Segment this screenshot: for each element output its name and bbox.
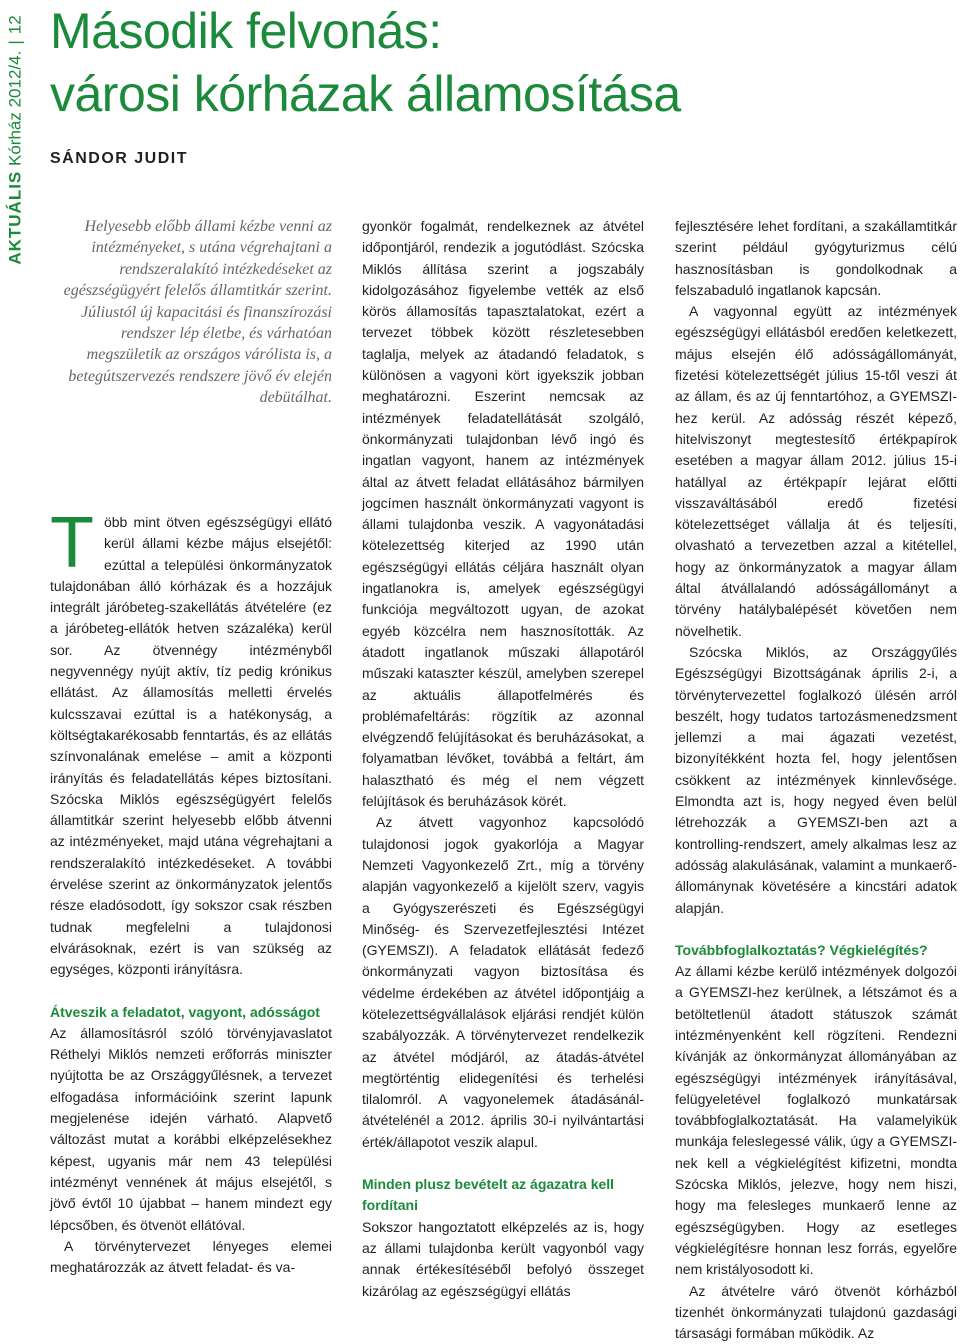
subheading: Továbbfoglalkoztatás? Végkielégítés? [675, 941, 928, 958]
body-paragraph: Az államosításról szóló törvényjavaslatot Réthelyi Miklós nemzeti erőforrás miniszter nyújtotta be az Országgyűlésnek, a tervezet elfogadása információink szerint lapunk megjelenése idején várható. Alapvető változást mutat a korábbi elképzelésekhez képest, ugyanis már nem 43 települési intézményt vennének át május elsejétől, s jövő évtől 10 újabbat – hanem mindezt egy lépcsőben, és ötvenöt ellátóval. [50, 1024, 332, 1233]
body-paragraph: A vagyonnal együtt az intézmények egészségügyi ellátásból eredően keletkezett, május elsején élő adósságállományát, fizetési kötelezettségét július 15-től veszi át az állam, és az új fenntartóhoz, a GYEMSZI-hez kerül. Az adósság részét képező, hitelviszonyt megtestesítő értékpapírok esetében a magyar állam 2012. július 15-i hatállyal az értékpapír lejárat előtti visszaváltásából eredő fizetési kötelezettséget vállalja át és teljesíti, olvasható a tervezetben azzal a kitétellel, hogy az önkormányzatok a magyar állam által átvállalandó adósságállományt a törvény hatálybalépését követően nem növelhetik. [675, 303, 957, 639]
body-paragraph: Sokszor hangoztatott elképzelés az is, hogy az állami tulajdonba került vagyonból vagy annak értékesítéséből befolyó összeget kizárólag az egészségügyi ellátás [362, 1218, 644, 1299]
drop-cap: T [50, 503, 94, 583]
column-1 [50, 503, 332, 1278]
page-number: 12 [5, 15, 25, 35]
body-paragraph: A törvénytervezet lényeges elemei meghatározzák az átvett feladat- és va- [50, 1237, 332, 1276]
article-lead [50, 216, 332, 409]
body-paragraph: Az átvételre váró ötvenöt kórházból tizenhét önkormányzati tulajdonú gazdasági társasági formában működik. Az [675, 1282, 957, 1342]
column-3 [675, 216, 957, 1344]
column-2 [362, 216, 644, 1302]
body-paragraph: Szócska Miklós, az Országgyűlés Egészségügyi Bizottságának április 2-i, a törvénytervezettel foglalkozó ülésén arról beszélt, hogy tudatos tartozásmenedzsment jellemzi a mai ágazati vezetést, bizonyítékként hozta fel, hogy jelentősen csökkent az intézmények kinnlevősége. Elmondta azt is, hogy negyed éven belül létrehozzák a GYEMSZI-ben azt a kontrolling-rendszert, amely alkalmas lesz az adósság alakulásának, valamint a munkaerő-állománynak követésére a kincstári adatok alapján. [675, 643, 957, 916]
lead-text: Helyesebb előbb állami kézbe venni az intézményeket, s utána végrehajtani a rendszeralakító intézkedéseket az egészségügyért felelős államtitkár szerint. Júliustól új kapacitási és finanszírozási rendszer lép életbe, és várhatóan megszületik az országos várólista is, a betegútszervezés rendszere jövő év elején debütálhat. [63, 218, 332, 407]
col1-p1-text: öbb mint ötven egészségügyi ellátó kerül állami kézbe május elsejétől: ezúttal a települési önkormányzatok tulajdonában álló kórházak és a hozzájuk integrált járóbeteg-szakellátás átvételére (ez a járóbeteg-ellátók hetven százaléka) kerül sor. Az ötvennégy intézményből negyvennégy nyújt aktív, tíz pedig krónikus ellátást. Az államosítás melletti érvelés kulcsszavai ezúttal is a hatékonyság, a költségtakarékosabb fenntartás, és az ellátás színvonalának emelése – amit a központi irányítás és feladatellátás képes biztosítani. Szócska Miklós egészségügyért felelős államtitkár szerint helyesebb előbb átvenni az intézményeket, majd utána végrehajtani a rendszeralakító intézkedéseket. A további érvelése szerint az önkormányzatok jelentős része eladósodott, így sokszor csak részben tudnak megfelelni a tulajdonosi elvárásoknak, ezért is van szükség az egységes, központi irányításra. [50, 514, 332, 978]
spacer [362, 1153, 644, 1174]
title-line-2: városi kórházak államosítása [50, 66, 681, 122]
body-paragraph: Az állami kézbe kerülő intézmények dolgozói a GYEMSZI-hez kerülnek, a létszámot és a betöltetlenül átadott státuszok számát intézményenként kell rögzíteni. Rendezni kívánják az önkormányzat állományában az egészségügyi intézmények irányításával, felügyeletével foglalkozó munkatársak továbbfoglalkoztatását. Ha valamelyikük munkája feleslegessé válik, úgy a GYEMSZI-nek kell a végkielégítést kifizetni, mondta Szócska Miklós, jelezve, hogy nem hiszi, hogy ma felesleges munkaerő lenne az egészségügyben. Hogy az esetleges végkielégítésre honnan lesz forrás, egyelőre nem kristályosodott ki. [675, 963, 957, 1278]
journal-issue: Kórház 2012/4. [5, 50, 25, 166]
body-paragraph: gyonkör fogalmát, rendelkeznek az átvétel időpontjáról, rendezik a jogutódlást. Szócska Miklós állítása szerint a jogszabály kidolgozásához figyelembe vették az első körös államosítás tapasztalatokat, ezért a tervezet többek között részletesebben taglalja, melyek az átadandó feladatok, s különösen a vagyoni kört igyekszik jobban meghatározni. Eszerint nemcsak az intézmények feladatellátását szolgáló, önkormányzati tulajdonban lévő ingó és ingatlan vagyont, hanem az intézmények által az átvett feladat ellátásához bármilyen jogcímen használt önkormányzati vagyont is állami tulajdonba veszik. A vagyonátadási kötelezettség kiterjed az 1990 után egészségügyi ellátás céljára használt olyan ingatlanokra is, amelyek egészségügyi funkciója megváltozott ugyan, de azokat egyéb közcélra nem hasznosították. Az átadott ingatlanok műszaki állapotáról műszaki kataszter készül, amelyben szerepel az aktuális állapotfelmérés és problémafeltárás: rögzítik az azonnal elvégzendő felújításokat és beruházásokat, a folyamatban lévőket, továbbá a feltárt, ám halasztható és még el nem végzett felújítások és beruházások körét. [362, 218, 644, 810]
title-line-1: Második felvonás: [50, 3, 442, 59]
subheading: Átveszik a feladatot, vagyont, adósságot [50, 1003, 320, 1020]
running-header [7, 15, 24, 264]
section-label: AKTUÁLIS [5, 170, 25, 265]
body-paragraph: fejlesztésére lehet fordítani, a szakállamtitkár szerint például gyógyturizmus célú hasznosításban is gondolkodnak a felszabaduló ingatlanok kapcsán. [675, 218, 957, 298]
author-byline: SÁNDOR JUDIT [50, 150, 189, 167]
body-paragraph: Az átvett vagyonhoz kapcsolódó tulajdonosi jogok gyakorlója a Magyar Nemzeti Vagyonkezelő Zrt., míg a törvény alapján vagyonkezelő a kijelölt szerv, vagyis a Gyógyszerészeti és Egészségügyi Minőség- és Szervezetfejlesztési Intézet (GYEMSZI). A feladatok ellátását fedező önkormányzati vagyon biztosítása és védelme érdekében az átvétel időpontjáig a kötelezettségvállalások eljárási rendjét külön szabályozzák. A törvénytervezet rendelkezik az átvétel módjáról, az átadás-átvétel megtörténtig elidegenítési és terhelési tilalomról. A vagyonelemek átadásánál-átvételénél a 2012. április 30-i nyilvántartási érték/állapotot veszik alapul. [362, 814, 644, 1150]
divider: | [5, 40, 25, 45]
spacer [675, 919, 957, 940]
body-paragraph [50, 503, 332, 981]
subheading: Minden plusz bevételt az ágazatra kell fordítani [362, 1176, 615, 1214]
article-title [50, 0, 681, 126]
sidebar [0, 0, 30, 280]
spacer [50, 981, 332, 1002]
